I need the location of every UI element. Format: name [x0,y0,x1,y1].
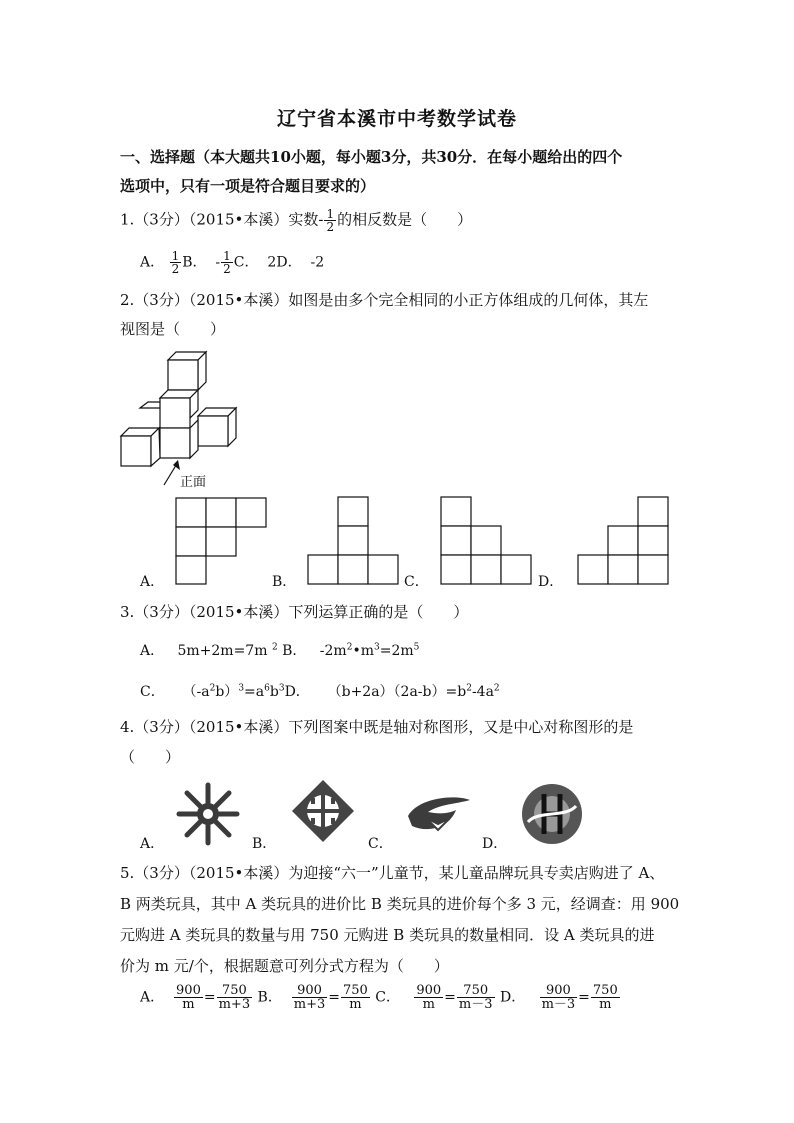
q5-option-b-label[interactable]: B． [257,989,282,1006]
q3-option-d-text: -4a [471,684,494,700]
section-heading-line-2: 选项中，只有一项是符合题目要求的） [120,177,376,195]
q2-option-a-label[interactable]: A． [140,574,165,590]
option-d-label[interactable]: D． [276,254,302,271]
q4-option-d-label[interactable]: D． [482,836,508,852]
q3-option-d-label[interactable]: D． [284,684,310,700]
exponent: 2 [209,683,216,694]
fraction-denominator: 2 [326,220,335,234]
fraction [341,984,370,1011]
fraction-denominator: m [422,997,435,1012]
exponent: 2 [346,642,353,653]
option-c-label[interactable]: C． [233,254,259,271]
fraction-numerator: 750 [217,984,253,998]
fraction-numerator: 900 [540,984,578,998]
option-a-fraction [170,250,182,275]
q5-option-d-label[interactable]: D． [499,989,526,1006]
q5-option-c-label[interactable]: C． [375,989,400,1006]
q3-option-b-label[interactable]: B． [282,643,307,659]
exponent: 3 [374,642,380,653]
question-5-line-1: 5.（3分）（2015•本溪）为迎接“六一”儿童节，某儿童品牌玩具专卖店购进了 A、 [120,864,665,882]
q4-option-c-pattern [404,790,474,840]
fraction-denominator: m+3 [293,997,326,1012]
fraction-numerator: 1 [326,207,335,221]
exponent: 3 [278,683,285,694]
exponent: 5 [413,642,420,653]
fraction [174,984,203,1011]
q3-option-b-text: =2m [379,643,414,659]
q4-option-d-pattern [520,782,584,846]
option-d-text: -2 [310,254,325,271]
fraction-numerator: 1 [171,249,180,263]
question-5-options: A． $\frac{900}{m}$ = $\frac{750}{m+3}$ B． $\frac{900}{m+3}$ = $\frac{750}{m}$ C． $\frac{900}{m}$ = $\frac{750}{m-3}$ D． $\frac{900}{m-3}$ = $\frac{750}{m}$ [140,983,618,1012]
q2-option-b-label[interactable]: B． [272,574,297,590]
option-b-sign: - [215,254,221,271]
q3-option-a-label[interactable]: A． [140,643,165,659]
question-4-line-2: （ ） [120,748,181,766]
fraction-numerator: 750 [457,984,495,998]
option-a-label[interactable]: A． [140,254,165,271]
cube-solid-figure [118,350,238,490]
fraction [591,984,620,1011]
fraction-denominator: 2 [223,262,231,276]
q5-option-a-label[interactable]: A． [140,989,165,1006]
fraction-numerator: 750 [342,983,368,998]
fraction-denominator: m－3 [458,997,493,1012]
q3-option-c-text: =a [244,684,265,700]
q3-option-c-text: （-a [182,684,210,700]
q2-option-a-figure [175,497,267,585]
q3-option-d-text: （b+2a）（2a-b）=b [327,684,467,700]
q4-option-c-label[interactable]: C． [368,836,393,852]
exponent: 2 [493,683,500,694]
option-b-fraction [221,250,233,275]
q3-option-c-label[interactable]: C． [140,684,165,700]
q3-option-a-exponent: 2 [271,642,278,653]
q4-option-b-label[interactable]: B． [252,836,277,852]
question-1-options [140,250,324,275]
question-5-line-4: 价为 m 元/个，根据题意可列分式方程为（ ） [120,957,449,975]
question-1-prefix: 1.（3分）（2015•本溪）实数- [120,210,324,229]
option-b-label[interactable]: B． [182,254,207,271]
exponent: 3 [238,683,245,694]
q3-option-c-text: b） [215,684,239,700]
fraction [457,984,495,1011]
question-3-stem: 3.（3分）（2015•本溪）下列运算正确的是（ ） [120,603,469,621]
question-1-fraction [324,208,336,233]
q2-option-d-label[interactable]: D． [538,574,564,590]
question-5-line-2: B 两类玩具，其中 A 类玩具的进价比 B 类玩具的进价每个多 3 元，经调查：用 900 [120,895,680,913]
fraction [414,984,443,1011]
fraction-denominator: m－3 [541,997,576,1012]
q3-option-c-text: b [269,684,279,700]
q4-option-b-pattern [290,778,356,844]
q2-option-c-figure [440,496,532,586]
q2-option-d-figure [577,496,669,586]
fraction-numerator: 1 [223,249,231,263]
fraction [292,984,328,1011]
fraction [217,984,253,1011]
exponent: 2 [466,683,472,694]
q2-option-b-figure [307,496,399,586]
q3-option-b-text: -2m [319,643,347,659]
fraction-numerator: 900 [176,983,201,998]
q3-option-b-text: •m [352,643,374,659]
question-1-stem [120,208,472,233]
question-5-line-3: 元购进 A 类玩具的数量与用 750 元购进 B 类玩具的数量相同．设 A 类玩具的进 [120,926,655,944]
question-3-options-row-2 [140,681,500,701]
section-heading-line-1: 一、选择题（本大题共10小题，每小题3分，共30分．在每小题给出的四个 [120,148,623,166]
fraction-denominator: m [599,997,612,1012]
q2-option-c-label[interactable]: C． [404,574,429,590]
question-1-suffix: 的相反数是（ ） [337,210,473,229]
question-2-line-1: 2.（3分）（2015•本溪）如图是由多个完全相同的小正方体组成的几何体，其左 [120,291,649,309]
question-3-options-row-1 [140,640,419,660]
fraction-numerator: 900 [292,984,328,998]
question-4-line-1: 4.（3分）（2015•本溪）下列图案中既是轴对称图形，又是中心对称图形的是 [120,718,634,736]
fraction [540,984,578,1011]
q3-option-a-text: 5m+2m=7m [177,643,268,659]
fraction-denominator: m [349,997,362,1012]
q4-option-a-label[interactable]: A． [140,836,165,852]
option-c-text: 2 [267,254,277,271]
fraction-denominator: m+3 [218,997,251,1012]
fraction-denominator: 2 [171,262,180,276]
q4-option-a-pattern [176,782,240,846]
fraction-denominator: m [182,997,195,1012]
fraction-numerator: 750 [592,983,618,998]
page-title: 辽宁省本溪市中考数学试卷 [276,108,517,130]
fraction-numerator: 900 [416,983,442,998]
exponent: 6 [264,683,270,694]
question-2-line-2: 视图是（ ） [120,320,226,338]
front-view-label: 正面 [180,475,207,490]
